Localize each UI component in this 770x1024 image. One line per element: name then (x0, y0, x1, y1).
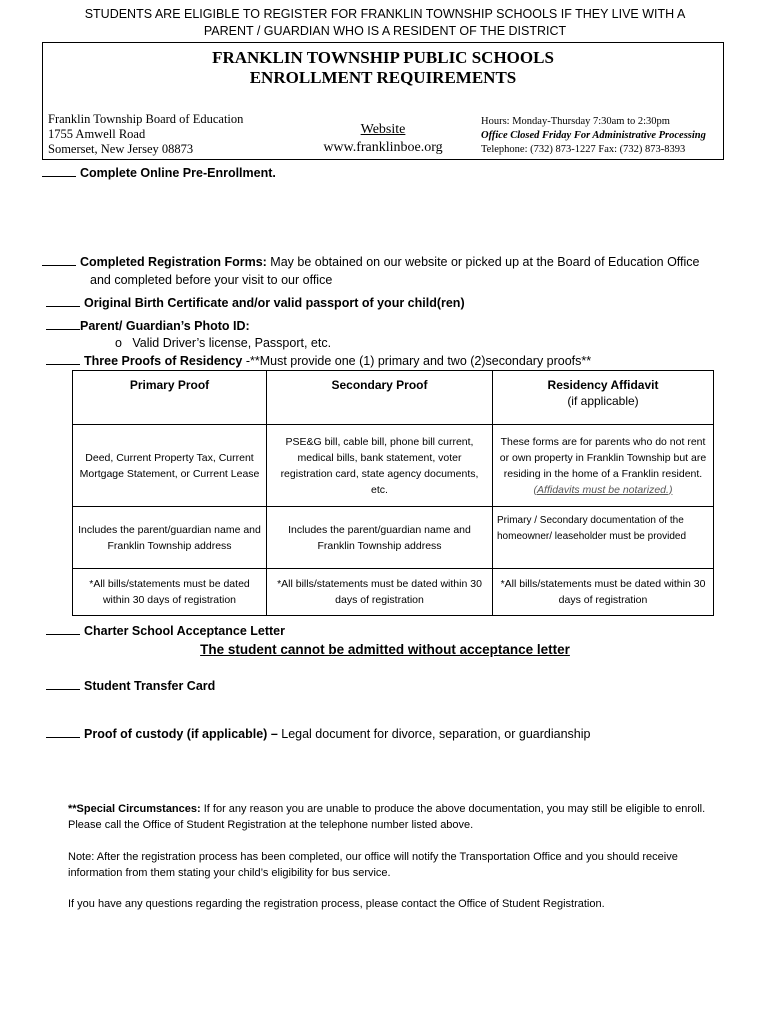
item-pre-enrollment (42, 164, 276, 182)
item-transfer-card (46, 677, 215, 695)
title-line-1: FRANKLIN TOWNSHIP PUBLIC SCHOOLS (212, 48, 554, 67)
special-circumstances (68, 801, 728, 833)
affidavit-text: These forms are for parents who do not rent or own property in Franklin Township but are residing in the home of a Franklin resident. (499, 435, 707, 480)
item-label: Proof of custody (if applicable) – (84, 727, 278, 741)
item-registration-forms (42, 253, 700, 271)
item-charter-letter (46, 622, 285, 640)
item-text: May be obtained on our website or picked up at the Board of Education Office (266, 255, 700, 269)
cell-secondary: PSE&G bill, cable bill, phone bill current, medical bills, bank statement, voter registration card, state agency documents, etc. (267, 425, 493, 507)
website-label: Website (360, 122, 406, 137)
office-hours (481, 115, 706, 157)
photo-id-sub (115, 334, 331, 352)
item-birth-certificate (46, 294, 465, 312)
item-custody (46, 725, 590, 743)
title-line-2: ENROLLMENT REQUIREMENTS (249, 68, 517, 87)
item-label: Student Transfer Card (84, 679, 216, 693)
cell-affidavit: Primary / Secondary documentation of the homeowner/ leaseholder must be provided (493, 507, 714, 569)
photo-id-sub-text: Valid Driver’s license, Passport, etc. (132, 336, 332, 350)
item-label: Three Proofs of Residency (84, 354, 243, 368)
header-secondary: Secondary Proof (267, 371, 493, 425)
item-residency (46, 352, 591, 370)
checkbox-blank[interactable] (46, 622, 80, 635)
address-line-1: Franklin Township Board of Education (48, 112, 244, 126)
cell-primary: Deed, Current Property Tax, Current Mortgage Statement, or Current Lease (73, 425, 267, 507)
questions-note: If you have any questions regarding the registration process, please contact the Office of Student Registration. (68, 898, 605, 910)
cell-primary: *All bills/statements must be dated within 30 days of registration (73, 569, 267, 616)
table-header-row (73, 371, 714, 425)
item-label: Charter School Acceptance Letter (84, 624, 285, 638)
cell-affidavit: *All bills/statements must be dated within 30 days of registration (493, 569, 714, 616)
address-line-3: Somerset, New Jersey 08873 (48, 142, 194, 156)
checkbox-blank[interactable] (46, 317, 80, 330)
board-address (48, 112, 243, 157)
website-block (283, 121, 483, 157)
checkbox-blank[interactable] (42, 253, 76, 266)
header-affidavit (493, 371, 714, 425)
charter-warning: The student cannot be admitted without acceptance letter (200, 642, 570, 657)
bullet-circle-icon: o (115, 336, 122, 350)
header-primary: Primary Proof (73, 371, 267, 425)
special-label: **Special Circumstances: (68, 803, 201, 815)
checkbox-blank[interactable] (46, 352, 80, 365)
item-photo-id (46, 317, 250, 335)
cell-secondary: Includes the parent/guardian name and Franklin Township address (267, 507, 493, 569)
table-row (73, 425, 714, 507)
checkbox-blank[interactable] (46, 725, 80, 738)
item-label: Original Birth Certificate and/or valid passport of your child(ren) (84, 296, 465, 310)
checkbox-blank[interactable] (46, 677, 80, 690)
phone-fax: Telephone: (732) 873-1227 Fax: (732) 873-8393 (481, 144, 686, 155)
notice-line-2: PARENT / GUARDIAN WHO IS A RESIDENT OF THE DISTRICT (203, 24, 567, 38)
checkbox-blank[interactable] (46, 294, 80, 307)
website-url[interactable]: www.franklinboe.org (323, 140, 443, 155)
eligibility-notice (0, 6, 770, 40)
item-text: -**Must provide one (1) primary and two (2)secondary proofs** (242, 354, 592, 368)
address-line-2: 1755 Amwell Road (48, 127, 146, 141)
item-registration-forms-cont: and completed before your visit to our office (90, 273, 333, 287)
item-label: Complete Online Pre-Enrollment. (80, 166, 276, 180)
header-affidavit-sub: (if applicable) (567, 394, 639, 408)
header-box (42, 42, 724, 160)
hours-text: Hours: Monday-Thursday 7:30am to 2:30pm (481, 116, 670, 127)
item-label: Completed Registration Forms: (80, 255, 267, 269)
item-label: Parent/ Guardian’s Photo ID: (80, 319, 250, 333)
closed-notice: Office Closed Friday For Administrative Processing (481, 130, 706, 141)
page-title (43, 48, 723, 88)
cell-secondary: *All bills/statements must be dated within 30 days of registration (267, 569, 493, 616)
checkbox-blank[interactable] (42, 164, 76, 177)
cell-primary: Includes the parent/guardian name and Franklin Township address (73, 507, 267, 569)
notice-line-1: STUDENTS ARE ELIGIBLE TO REGISTER FOR FRANKLIN TOWNSHIP SCHOOLS IF THEY LIVE WITH A (84, 7, 686, 21)
header-affidavit-label: Residency Affidavit (547, 378, 659, 392)
item-text: Legal document for divorce, separation, or guardianship (277, 727, 591, 741)
table-row (73, 569, 714, 616)
bus-note: Note: After the registration process has been completed, our office will notify the Transportation Office and you should receive information from them stating your child’s eligibility for bus service. (68, 851, 678, 879)
affidavit-note: (Affidavits must be notarized.) (533, 483, 673, 496)
residency-proofs-table (72, 370, 714, 616)
special-text: If for any reason you are unable to produce the above documentation, you may still be eligible to enroll. Please call the Office of Student Registration at the telephone number listed above. (68, 803, 706, 831)
table-row (73, 507, 714, 569)
cell-affidavit (493, 425, 714, 507)
